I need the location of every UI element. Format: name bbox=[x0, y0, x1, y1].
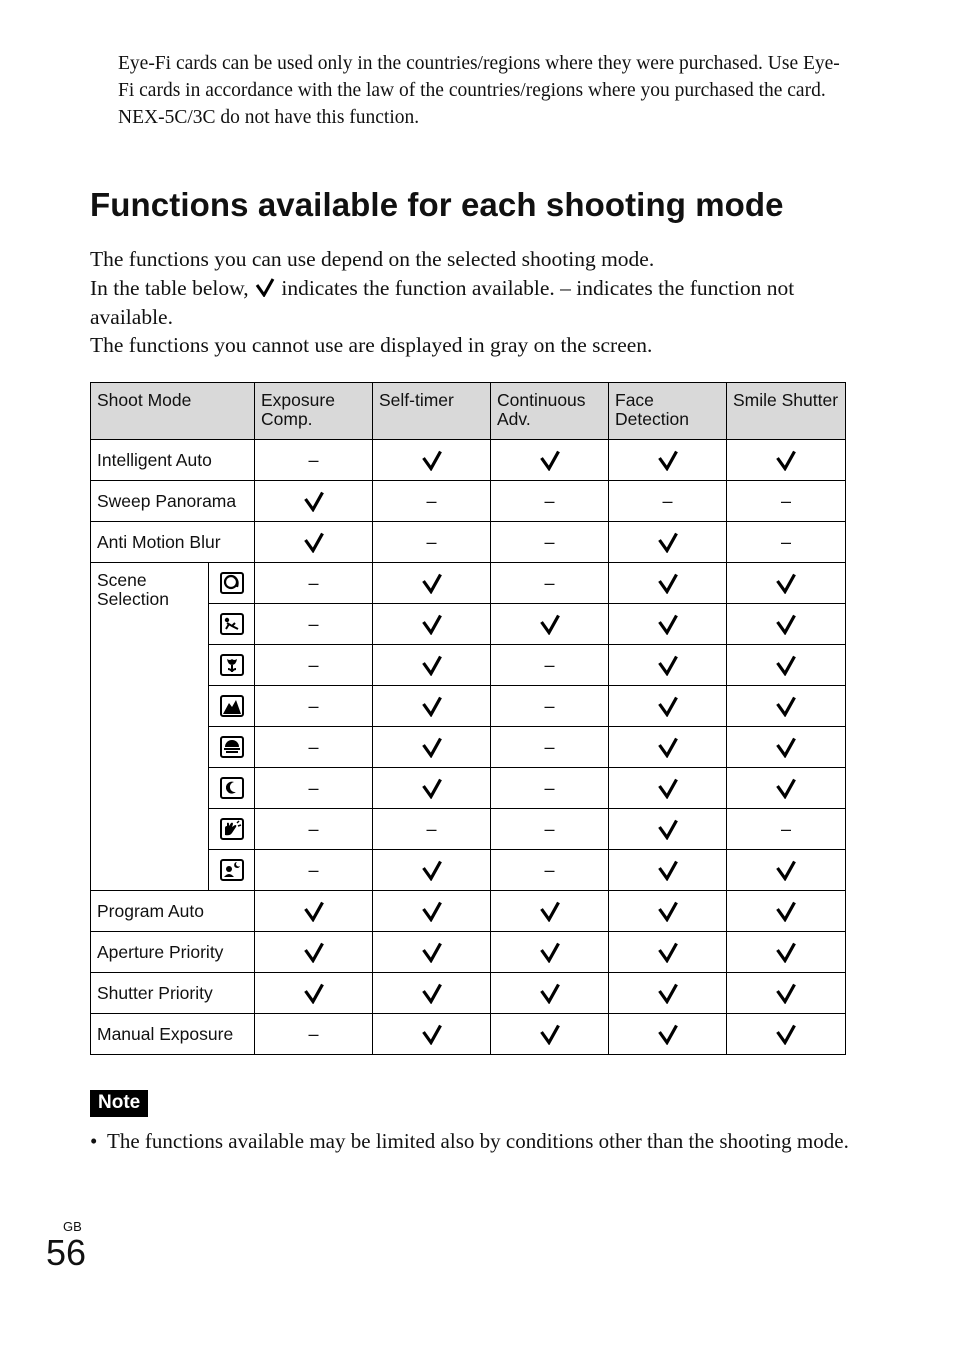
checkmark-icon bbox=[657, 654, 679, 676]
checkmark-icon bbox=[775, 982, 797, 1004]
dash-mark: – bbox=[308, 1023, 319, 1044]
dash-mark: – bbox=[308, 777, 319, 798]
checkmark-icon bbox=[303, 490, 325, 512]
continuous-adv-cell bbox=[491, 686, 609, 727]
checkmark-icon bbox=[539, 982, 561, 1004]
mode-label: Intelligent Auto bbox=[91, 440, 255, 481]
self-timer-cell bbox=[373, 727, 491, 768]
region-label: GB bbox=[63, 1219, 82, 1234]
exposure-comp-cell bbox=[255, 686, 373, 727]
self-timer-cell bbox=[373, 686, 491, 727]
exposure-comp-cell bbox=[255, 522, 373, 563]
table-row bbox=[91, 891, 846, 932]
dash-mark: – bbox=[544, 777, 555, 798]
body-paragraph-1: The functions you can use depend on the selected shooting mode. bbox=[90, 247, 655, 271]
scene-icon-cell bbox=[209, 604, 255, 645]
macro-flower-icon bbox=[219, 653, 245, 677]
checkmark-icon bbox=[421, 859, 443, 881]
body-paragraph-3: The functions you cannot use are displayed in gray on the screen. bbox=[90, 333, 653, 358]
checkmark-icon bbox=[539, 449, 561, 471]
body-p2-start: In the table below, bbox=[90, 275, 249, 300]
exposure-comp-cell bbox=[255, 850, 373, 891]
header-continuous-adv: Continuous Adv. bbox=[491, 383, 609, 440]
note-badge: Note bbox=[90, 1090, 148, 1117]
checkmark-icon bbox=[539, 941, 561, 963]
checkmark-icon bbox=[421, 982, 443, 1004]
checkmark-icon bbox=[255, 277, 275, 297]
checkmark-icon bbox=[421, 777, 443, 799]
face-detection-cell bbox=[609, 645, 727, 686]
header-smile-shutter: Smile Shutter bbox=[727, 383, 846, 440]
checkmark-icon bbox=[539, 613, 561, 635]
checkmark-icon bbox=[775, 1023, 797, 1045]
checkmark-icon bbox=[657, 818, 679, 840]
checkmark-icon bbox=[657, 1023, 679, 1045]
sports-action-icon bbox=[219, 612, 245, 636]
checkmark-icon bbox=[657, 777, 679, 799]
mode-label: Anti Motion Blur bbox=[91, 522, 255, 563]
table-row bbox=[91, 563, 846, 604]
table-row bbox=[91, 973, 846, 1014]
checkmark-icon bbox=[775, 736, 797, 758]
face-detection-cell bbox=[609, 563, 727, 604]
smile-shutter-cell bbox=[727, 440, 846, 481]
dash-mark: – bbox=[308, 736, 319, 757]
scene-icon-cell bbox=[209, 850, 255, 891]
dash-mark: – bbox=[544, 531, 555, 552]
checkmark-icon bbox=[775, 859, 797, 881]
smile-shutter-cell bbox=[727, 727, 846, 768]
checkmark-icon bbox=[775, 613, 797, 635]
face-detection-cell bbox=[609, 440, 727, 481]
exposure-comp-cell bbox=[255, 768, 373, 809]
checkmark-icon bbox=[657, 736, 679, 758]
checkmark-icon bbox=[421, 695, 443, 717]
checkmark-icon bbox=[775, 900, 797, 922]
smile-shutter-cell bbox=[727, 481, 846, 522]
smile-shutter-cell bbox=[727, 563, 846, 604]
dash-mark: – bbox=[544, 736, 555, 757]
dash-mark: – bbox=[308, 695, 319, 716]
continuous-adv-cell bbox=[491, 440, 609, 481]
continuous-adv-cell bbox=[491, 481, 609, 522]
checkmark-icon bbox=[303, 900, 325, 922]
night-portrait-icon bbox=[219, 858, 245, 882]
checkmark-icon bbox=[421, 1023, 443, 1045]
header-face-detection: Face Detection bbox=[609, 383, 727, 440]
face-detection-cell bbox=[609, 768, 727, 809]
dash-mark: – bbox=[544, 572, 555, 593]
continuous-adv-cell bbox=[491, 645, 609, 686]
checkmark-icon bbox=[421, 449, 443, 471]
face-detection-cell bbox=[609, 850, 727, 891]
checkmark-icon bbox=[421, 572, 443, 594]
checkmark-icon bbox=[657, 613, 679, 635]
face-detection-cell bbox=[609, 522, 727, 563]
sunset-icon bbox=[219, 735, 245, 759]
smile-shutter-cell bbox=[727, 809, 846, 850]
face-detection-cell bbox=[609, 727, 727, 768]
face-detection-cell bbox=[609, 481, 727, 522]
intro-block bbox=[118, 50, 848, 131]
smile-shutter-cell bbox=[727, 768, 846, 809]
checkmark-icon bbox=[775, 449, 797, 471]
dash-mark: – bbox=[308, 572, 319, 593]
self-timer-cell bbox=[373, 932, 491, 973]
checkmark-icon bbox=[539, 900, 561, 922]
dash-mark: – bbox=[426, 818, 437, 839]
checkmark-icon bbox=[657, 695, 679, 717]
scene-icon-cell bbox=[209, 563, 255, 604]
table-row bbox=[91, 440, 846, 481]
dash-mark: – bbox=[544, 695, 555, 716]
table-row bbox=[91, 522, 846, 563]
checkmark-icon bbox=[421, 941, 443, 963]
smile-shutter-cell bbox=[727, 973, 846, 1014]
mode-label: Aperture Priority bbox=[91, 932, 255, 973]
checkmark-icon bbox=[657, 982, 679, 1004]
dash-mark: – bbox=[308, 449, 319, 470]
face-detection-cell bbox=[609, 1014, 727, 1055]
face-detection-cell bbox=[609, 686, 727, 727]
dash-mark: – bbox=[426, 531, 437, 552]
exposure-comp-cell bbox=[255, 563, 373, 604]
self-timer-cell bbox=[373, 522, 491, 563]
continuous-adv-cell bbox=[491, 768, 609, 809]
continuous-adv-cell bbox=[491, 563, 609, 604]
self-timer-cell bbox=[373, 850, 491, 891]
smile-shutter-cell bbox=[727, 522, 846, 563]
functions-table bbox=[90, 382, 846, 1055]
header-shoot-mode: Shoot Mode bbox=[91, 383, 255, 440]
smile-shutter-cell bbox=[727, 604, 846, 645]
scene-icon-cell bbox=[209, 809, 255, 850]
dash-mark: – bbox=[780, 818, 791, 839]
exposure-comp-cell bbox=[255, 973, 373, 1014]
checkmark-icon bbox=[421, 900, 443, 922]
face-detection-cell bbox=[609, 809, 727, 850]
dash-mark: – bbox=[544, 490, 555, 511]
continuous-adv-cell bbox=[491, 604, 609, 645]
self-timer-cell bbox=[373, 891, 491, 932]
self-timer-cell bbox=[373, 645, 491, 686]
self-timer-cell bbox=[373, 563, 491, 604]
body-paragraph-2 bbox=[90, 274, 850, 332]
dash-mark: – bbox=[780, 531, 791, 552]
dash-mark: – bbox=[662, 490, 673, 511]
note-item bbox=[90, 1127, 850, 1155]
continuous-adv-cell bbox=[491, 850, 609, 891]
smile-shutter-cell bbox=[727, 932, 846, 973]
dash-mark: – bbox=[308, 818, 319, 839]
scene-icon-cell bbox=[209, 645, 255, 686]
body-p2-end: indicates the function available. – indicates the function not available. bbox=[90, 275, 795, 329]
checkmark-icon bbox=[775, 777, 797, 799]
self-timer-cell bbox=[373, 809, 491, 850]
exposure-comp-cell bbox=[255, 932, 373, 973]
dash-mark: – bbox=[780, 490, 791, 511]
continuous-adv-cell bbox=[491, 727, 609, 768]
table-row bbox=[91, 481, 846, 522]
checkmark-icon bbox=[303, 531, 325, 553]
checkmark-icon bbox=[775, 695, 797, 717]
mode-label: Sweep Panorama bbox=[91, 481, 255, 522]
mode-label: Shutter Priority bbox=[91, 973, 255, 1014]
table-header-row bbox=[91, 383, 846, 440]
face-detection-cell bbox=[609, 604, 727, 645]
mode-label: Manual Exposure bbox=[91, 1014, 255, 1055]
exposure-comp-cell bbox=[255, 727, 373, 768]
face-detection-cell bbox=[609, 891, 727, 932]
eye-fi-note: Eye-Fi cards can be used only in the countries/regions where they were purchased. Use Eye-Fi cards in accordance with the law of the countries/regions where you purchased the card. bbox=[118, 53, 840, 101]
exposure-comp-cell bbox=[255, 440, 373, 481]
smile-shutter-cell bbox=[727, 1014, 846, 1055]
self-timer-cell bbox=[373, 604, 491, 645]
exposure-comp-cell bbox=[255, 809, 373, 850]
checkmark-icon bbox=[421, 736, 443, 758]
self-timer-cell bbox=[373, 973, 491, 1014]
checkmark-icon bbox=[775, 572, 797, 594]
dash-mark: – bbox=[308, 859, 319, 880]
self-timer-cell bbox=[373, 481, 491, 522]
smile-shutter-cell bbox=[727, 891, 846, 932]
hand-held-twilight-icon bbox=[219, 817, 245, 841]
face-detection-cell bbox=[609, 932, 727, 973]
dash-mark: – bbox=[308, 654, 319, 675]
checkmark-icon bbox=[421, 613, 443, 635]
continuous-adv-cell bbox=[491, 809, 609, 850]
continuous-adv-cell bbox=[491, 1014, 609, 1055]
self-timer-cell bbox=[373, 1014, 491, 1055]
header-exposure-comp: Exposure Comp. bbox=[255, 383, 373, 440]
continuous-adv-cell bbox=[491, 522, 609, 563]
exposure-comp-cell bbox=[255, 891, 373, 932]
continuous-adv-cell bbox=[491, 932, 609, 973]
body-text bbox=[90, 245, 850, 360]
model-note: NEX-5C/3C do not have this function. bbox=[118, 107, 420, 128]
night-scene-moon-icon bbox=[219, 776, 245, 800]
smile-shutter-cell bbox=[727, 850, 846, 891]
exposure-comp-cell bbox=[255, 1014, 373, 1055]
table-row bbox=[91, 1014, 846, 1055]
checkmark-icon bbox=[657, 859, 679, 881]
exposure-comp-cell bbox=[255, 645, 373, 686]
header-self-timer: Self-timer bbox=[373, 383, 491, 440]
scene-icon-cell bbox=[209, 686, 255, 727]
dash-mark: – bbox=[544, 859, 555, 880]
bullet: • bbox=[90, 1129, 98, 1153]
checkmark-icon bbox=[539, 1023, 561, 1045]
table-row bbox=[91, 932, 846, 973]
checkmark-icon bbox=[657, 572, 679, 594]
scene-selection-label: Scene Selection bbox=[91, 563, 209, 891]
self-timer-cell bbox=[373, 768, 491, 809]
landscape-mountain-icon bbox=[219, 694, 245, 718]
checkmark-icon bbox=[657, 900, 679, 922]
checkmark-icon bbox=[303, 982, 325, 1004]
scene-icon-cell bbox=[209, 768, 255, 809]
portrait-icon bbox=[219, 571, 245, 595]
smile-shutter-cell bbox=[727, 645, 846, 686]
continuous-adv-cell bbox=[491, 891, 609, 932]
checkmark-icon bbox=[657, 531, 679, 553]
note-text: The functions available may be limited also by conditions other than the shooting mode. bbox=[107, 1129, 849, 1153]
face-detection-cell bbox=[609, 973, 727, 1014]
checkmark-icon bbox=[657, 941, 679, 963]
checkmark-icon bbox=[775, 941, 797, 963]
checkmark-icon bbox=[303, 941, 325, 963]
self-timer-cell bbox=[373, 440, 491, 481]
checkmark-icon bbox=[657, 449, 679, 471]
mode-label: Program Auto bbox=[91, 891, 255, 932]
exposure-comp-cell bbox=[255, 604, 373, 645]
checkmark-icon bbox=[421, 654, 443, 676]
dash-mark: – bbox=[308, 613, 319, 634]
checkmark-icon bbox=[775, 654, 797, 676]
section-title: Functions available for each shooting mode bbox=[90, 186, 784, 223]
scene-icon-cell bbox=[209, 727, 255, 768]
exposure-comp-cell bbox=[255, 481, 373, 522]
page-number: 56 bbox=[46, 1232, 87, 1273]
dash-mark: – bbox=[544, 654, 555, 675]
dash-mark: – bbox=[426, 490, 437, 511]
continuous-adv-cell bbox=[491, 973, 609, 1014]
dash-mark: – bbox=[544, 818, 555, 839]
smile-shutter-cell bbox=[727, 686, 846, 727]
